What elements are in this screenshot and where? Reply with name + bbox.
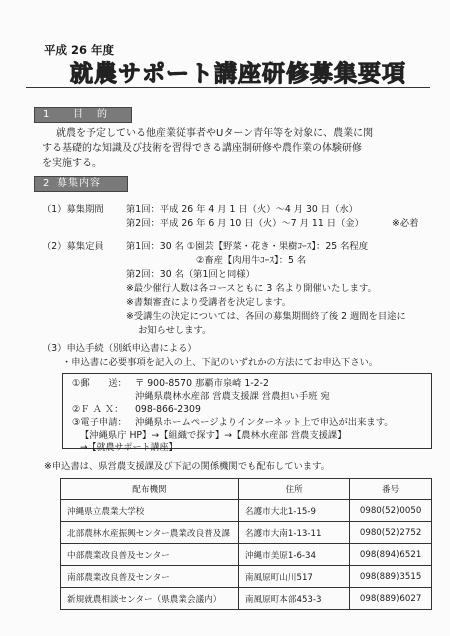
org-name: 沖縄県立農業大学校: [61, 500, 239, 522]
capacity-line: 第2回：30 名（第1回と同様）: [126, 269, 255, 280]
org-address: 名護市大北1-15-9: [238, 500, 349, 522]
table-row: [61, 566, 432, 588]
distribution-note: ※申込書は、県営農支援課及び下記の関係機関でも配布しています。: [44, 461, 330, 472]
web-path: →【就農サポート講座】: [80, 443, 178, 453]
org-address: 名護市大南1-13-11: [238, 522, 349, 544]
org-name: 新規就農相談センター（県農業会議内）: [61, 588, 239, 610]
org-address: 沖縄市美原1-6-34: [238, 544, 349, 566]
section-2-header: [34, 176, 128, 192]
column-header: 番号: [350, 479, 432, 500]
table-row: [61, 544, 432, 566]
capacity-line: ※書類審査により受講者を決定します。: [126, 297, 292, 308]
table-row: [61, 588, 432, 610]
purpose-line: する基礎的な知識及び技術を習得できる講座制研修や農作業の体験研修: [42, 143, 362, 154]
section-label: 目的: [73, 109, 121, 120]
section-1-header: [34, 107, 132, 123]
table-row: [61, 522, 432, 544]
period-round-1: 第1回：平成 26 年 4 月 1 日（火）～4 月 30 日（水）: [126, 204, 358, 215]
table-row: [61, 500, 432, 522]
purpose-text: [42, 126, 434, 171]
purpose-line: 就農を予定している他産業従事者やUターン青年等を対象に、農業に関: [56, 128, 374, 139]
title-divider: [26, 87, 430, 88]
application-intro: ・申込書に必要事項を記入の上、下記のいずれかの方法にてお申込下さい。: [62, 357, 379, 368]
org-name: 中部農業改良普及センター: [61, 544, 239, 566]
distribution-table: [60, 478, 432, 610]
org-phone: 0980(52)0050: [350, 500, 432, 522]
page-title: 就農サポート講座研修募集要項: [70, 61, 406, 87]
period-label: （1）募集期間: [42, 204, 104, 215]
org-phone: 098(889)3515: [350, 566, 432, 588]
mail-department: 沖縄県農林水産部 営農支援課 営農担い手班 宛: [135, 391, 330, 402]
fax-label: ②Ｆ Ａ Ｘ：: [72, 404, 124, 415]
web-label: ③電子申請：: [72, 417, 127, 428]
section-number: 2: [43, 178, 50, 189]
column-header: 住所: [238, 479, 349, 500]
org-phone: 098(894)6521: [350, 544, 432, 566]
capacity-label: （2）募集定員: [42, 241, 104, 252]
period-note: ※必着: [392, 218, 419, 229]
org-phone: 098(889)6027: [350, 588, 432, 610]
web-description: 沖縄県ホームページよりインターネット上で申込が出来ます。: [135, 417, 394, 428]
org-address: 南風原町山川517: [238, 566, 349, 588]
mail-address: 〒 900-8570 那覇市泉崎 1-2-2: [135, 378, 269, 389]
mail-label: ①郵 送：: [72, 378, 127, 389]
org-phone: 0980(52)2752: [350, 522, 432, 544]
fiscal-year: 平成 26 年度: [44, 43, 115, 57]
fax-number: 098-866-2309: [135, 404, 201, 415]
section-label: 募集内容: [57, 178, 101, 189]
capacity-line: ②畜産【肉用牛ｺｰｽ】：5 名: [196, 255, 307, 266]
section-number: 1: [43, 109, 50, 120]
org-address: 南風原町本部453-3: [238, 588, 349, 610]
org-name: 北部農林水産振興センター農業改良普及課: [61, 522, 239, 544]
org-name: 南部農業改良普及センター: [61, 566, 239, 588]
period-round-2: 第2回：平成 26 年 6 月 10 日（火）～7 月 11 日（金）: [126, 218, 364, 229]
purpose-line: を実施する。: [42, 158, 102, 169]
application-label: （3）申込手続（別紙申込書による）: [42, 343, 197, 354]
capacity-line: 第1回：30 名 ①園芸【野菜・花き・果樹ｺｰｽ】：25 名程度: [126, 241, 369, 252]
capacity-line: お知らせします。: [138, 325, 212, 336]
capacity-line: ※最少催行人数は各コースともに 3 名より開催いたします。: [126, 283, 377, 294]
column-header: 配布機関: [61, 479, 239, 500]
capacity-line: ※受講生の決定については、各回の募集期間終了後 2 週間を目途に: [126, 311, 406, 322]
table-header-row: [61, 479, 432, 500]
web-path: 【沖縄県庁 HP】→【組織で探す】→【農林水産部 営農支援課】: [80, 430, 347, 441]
